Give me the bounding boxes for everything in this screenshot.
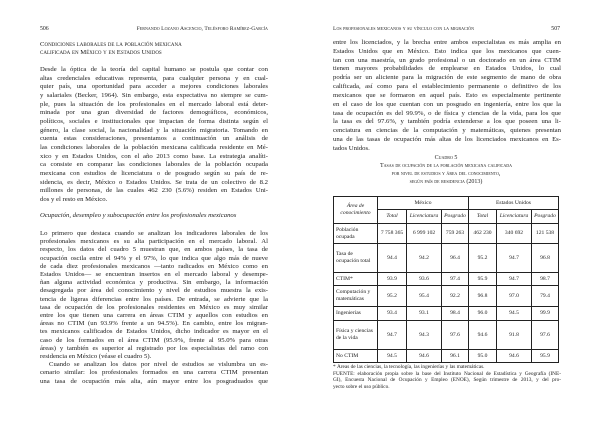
- text-line: cuenta estas consideraciones, presentamos a continuación un análisis de: [40, 135, 268, 143]
- text-line: áreas) y también es superior al registrado por los especialistas del ramo con: [40, 344, 268, 352]
- page-number: 507: [551, 26, 560, 32]
- group-header-mexico: México: [378, 197, 469, 210]
- table-cell: 94.6: [469, 321, 497, 350]
- table-row: [334, 286, 559, 307]
- table-cell: 79.4: [532, 286, 559, 307]
- running-head: Los profesionales mexicanos y su vínculo con la migración: [333, 26, 475, 32]
- footnote-line: * Áreas de las ciencias, la tecnología, las ingenierías y las matemáticas.: [333, 364, 485, 370]
- text-line: ocupación oscila entre el 94% y el 97%, lo que indica que algo más de nueve: [40, 254, 268, 262]
- text-line: tasa de ocupación es del 99.9%, o de física y ciencias de la vida, para los que: [333, 109, 561, 117]
- text-line: una de las tasas de ocupación más altas de los licenciados mexicanos en Es-: [333, 136, 561, 144]
- table-cell: 94.7: [497, 244, 532, 273]
- table-cell: 93.1: [407, 307, 442, 321]
- table-cell: 92.2: [442, 286, 469, 307]
- row-label: Computación y matemáticas: [334, 286, 378, 307]
- table-cell: 94.3: [407, 321, 442, 350]
- table-cell: 94.6: [497, 350, 532, 363]
- table-cell: 93.4: [378, 307, 407, 321]
- table-cell: 759 263: [442, 224, 469, 244]
- text-line: minada por una gran diversidad de factores demográficos, económicos,: [40, 109, 268, 117]
- table-cell: 95.9: [532, 350, 559, 363]
- section-title: [40, 41, 268, 57]
- text-line: millones de personas, de las cuales 462 230 (5.6%) residen en Estados Uni-: [40, 187, 268, 195]
- text-line: respecto, los datos del cuadro 5 muestran que, en ambos países, la tasa de: [40, 246, 268, 254]
- table-cell: 94.6: [407, 350, 442, 363]
- group-header-usa: Estados Unidos: [469, 197, 559, 210]
- text-line: mexicana con estudios de licenciatura o de posgrado según su país de re-: [40, 170, 268, 178]
- occupation-rates-table: [333, 196, 559, 363]
- text-line: Desde la óptica de la teoría del capital humano se postula que contar con: [40, 66, 268, 73]
- table-cell: 97.0: [497, 286, 532, 307]
- table-cell: 97.4: [442, 273, 469, 286]
- text-line: las condiciones laborales de la población mexicana calificada residente en Mé-: [40, 144, 268, 152]
- row-label: No CTIM: [334, 350, 378, 363]
- section-title-line: calificada en México y en Estados Unidos: [40, 49, 162, 56]
- text-line: profesionales mexicanos es su alta participación en el mercado laboral. Al: [40, 238, 268, 246]
- running-head: Fernando Lozano Ascencio, Telésforo Ramírez-García: [136, 26, 268, 32]
- table-cell: 93.9: [378, 273, 407, 286]
- table-label: Cuadro 5: [434, 155, 458, 161]
- text-line: podría ser un aliciente para la migración de este segmento de mano de obra: [333, 74, 561, 82]
- text-line: ñan alguna actividad económica y productiva. Sin embargo, la información: [40, 279, 268, 287]
- text-line: Cuando se analizan los datos por nivel de estudios se vislumbra un es-: [49, 361, 268, 369]
- table-title-line: Tasas de ocupación de la población mexicana calificada: [379, 163, 513, 169]
- column-header: Posgrado: [442, 210, 469, 224]
- table-cell: 94.2: [407, 244, 442, 273]
- table-cell: 98.4: [442, 307, 469, 321]
- section-title-line: Condiciones laborales de la población mexicana: [40, 41, 182, 48]
- text-line: altas credenciales educativas representa, para cualquier persona y en cual-: [40, 74, 268, 82]
- text-line: tasa de ocupación de los profesionales residentes en México es muy similar: [40, 303, 268, 311]
- text-line: xico y en Estados Unidos, con el año 2013 como base. La estrategia analíti-: [40, 152, 268, 160]
- table-cell: 97.6: [532, 321, 559, 350]
- text-line: quier país, una oportunidad para acceder a mejores condiciones laborales: [40, 83, 268, 91]
- text-line: Lo primero que destaca cuando se analizan los indicadores laborales de los: [40, 230, 268, 237]
- footnote-line: yecto sobre el uso público.: [333, 383, 390, 390]
- table-cell: 95.2: [378, 286, 407, 307]
- footnote-line: GI), Encuesta Nacional de Ocupación y Empleo (ENOE), Según trimestre de 2013, y del pro-: [333, 377, 561, 384]
- footnote-line: FUENTE: elaboración propia sobre la base del Instituto Nacional de Estadística y Geografía (INE-: [333, 370, 561, 377]
- text-line: calificada, así como para el establecimiento permanente o definitivo de los: [333, 83, 561, 91]
- table-caption: [332, 154, 560, 186]
- text-line: una tasa de ocupación más alta, aún mayor entre los posgraduados que: [40, 377, 268, 385]
- table-cell: 91.8: [497, 321, 532, 350]
- table-cell: 95.9: [469, 273, 497, 286]
- table-cell: 99.9: [532, 307, 559, 321]
- row-label: CTIM*: [334, 273, 378, 286]
- table-cell: 96.4: [442, 244, 469, 273]
- text-line: desagregada por área del conocimiento y nivel de estudios muestra la exis-: [40, 287, 268, 295]
- table-cell: 96.1: [442, 350, 469, 363]
- text-line: ple, pues la situación de los profesionales en el mercado laboral está deter-: [40, 100, 268, 108]
- column-header: Posgrado: [532, 210, 559, 224]
- column-header: Licenciatura: [407, 210, 442, 224]
- table-cell: 6 999 102: [407, 224, 442, 244]
- table-row: [334, 321, 559, 350]
- table-row: [334, 224, 559, 244]
- table-cell: 94.4: [378, 244, 407, 273]
- page-number: 506: [40, 26, 49, 32]
- table-cell: 340 692: [497, 224, 532, 244]
- text-line: de cada diez profesionales mexicanos —tanto radicados en México como en: [40, 262, 268, 270]
- table-cell: 94.5: [497, 307, 532, 321]
- text-line: tes mexicanos calificados de Estados Unidos, dicho indicador es mayor en el: [40, 328, 268, 336]
- text-line: mexicanos que se formaron en aquel país. Esto es especialmente pertinente: [333, 91, 561, 99]
- column-header: Total: [378, 210, 407, 224]
- text-line: tienen mayores probabilidades de emplearse en Estados Unidos, lo cual: [333, 65, 561, 73]
- text-line: cenciatura en ciencias de la computación y matemáticas, quienes presentan: [333, 127, 561, 135]
- table-cell: 462 230: [469, 224, 497, 244]
- row-label: Población ocupada: [334, 224, 378, 244]
- text-line: género, la clase social, la nacionalidad y la situación migratoria. Tomando en: [40, 126, 268, 134]
- column-header: Total: [469, 210, 497, 224]
- paragraph: [40, 66, 268, 205]
- row-label: Física y ciencias de la vida: [334, 321, 378, 350]
- text-line: entre los licenciados, y la brecha entre ambos especialistas es más amplia en: [333, 39, 561, 46]
- text-line: Estados Unidos— se encuentran insertos en el mercado laboral y desempe-: [40, 271, 268, 279]
- table-title-line: según país de residencia (2013): [409, 179, 483, 185]
- table-cell: 94.5: [378, 350, 407, 363]
- table-cell: 97.6: [442, 321, 469, 350]
- table-cell: 96.8: [469, 286, 497, 307]
- text-line: la tasa es del 97.6%, y también podría extenderse a los que poseen una li-: [333, 118, 561, 126]
- table-cell: 94.7: [497, 273, 532, 286]
- text-line: cenario similar: los profesionales formados en una carrera CTIM presentan: [40, 369, 268, 377]
- table-row: [334, 273, 559, 286]
- table-footnotes: [333, 364, 561, 390]
- table-cell: 93.6: [407, 273, 442, 286]
- text-line: tencia de ligeras diferencias entre los países. De entrada, se advierte que la: [40, 295, 268, 303]
- paragraph: [333, 39, 561, 154]
- column-header: Licenciatura: [497, 210, 532, 224]
- row-label: Ingenierías: [334, 307, 378, 321]
- text-line: ca consiste en comparar las condiciones laborales de la población ocupada: [40, 161, 268, 169]
- text-line: caso de los formados en el área CTIM (95.9%, frente al 95.0% para otras: [40, 336, 268, 344]
- table-cell: 96.8: [532, 244, 559, 273]
- row-label: Tasa de ocupación total: [334, 244, 378, 273]
- text-line: Estados Unidos que en México. Esto indica que los mexicanos que cuen-: [333, 47, 561, 55]
- text-line: dos y el resto en México.: [40, 196, 108, 204]
- table-cell: 7 758 365: [378, 224, 407, 244]
- text-line: políticos, sociales e institucionales que impactan de forma distinta según el: [40, 118, 268, 126]
- text-line: áreas no CTIM (un 93.9% frente a un 94.5%). En cambio, entre los migran-: [40, 320, 268, 328]
- table-cell: 95.2: [469, 244, 497, 273]
- text-line: tados Unidos.: [333, 144, 370, 152]
- table-title-line: por nivel de estudios y área del conocimiento,: [391, 171, 501, 177]
- table-row: [334, 244, 559, 273]
- text-line: y salariales (Becker, 1964). Sin embargo, esta expectativa no siempre se cum-: [40, 92, 268, 100]
- table-row: [334, 307, 559, 321]
- subheading: Ocupación, desempleo y subocupación entre los profesionales mexicanos: [40, 212, 237, 219]
- table-cell: 95.4: [407, 286, 442, 307]
- text-line: sidencia, es decir, México o Estados Unidos. Se trata de un colectivo de 8.2: [40, 178, 268, 186]
- table-row: [334, 350, 559, 363]
- table-cell: 95.0: [469, 350, 497, 363]
- text-line: tan con una maestría, un grado profesional o un doctorado en un área CTIM: [333, 56, 561, 64]
- paragraph: [40, 230, 268, 386]
- text-line: en el caso de los que cuentan con un posgrado en ingeniería, entre los que la: [333, 100, 561, 108]
- table-cell: 98.7: [532, 273, 559, 286]
- table-cell: 96.0: [469, 307, 497, 321]
- corner-header: Área de conocimiento: [334, 197, 378, 224]
- table-cell: 94.7: [378, 321, 407, 350]
- text-line: residencia en México (véase el cuadro 5).: [40, 353, 152, 361]
- table-cell: 121 538: [532, 224, 559, 244]
- text-line: entre los que tienen una carrera en áreas CTIM y aquellos con estudios en: [40, 312, 268, 320]
